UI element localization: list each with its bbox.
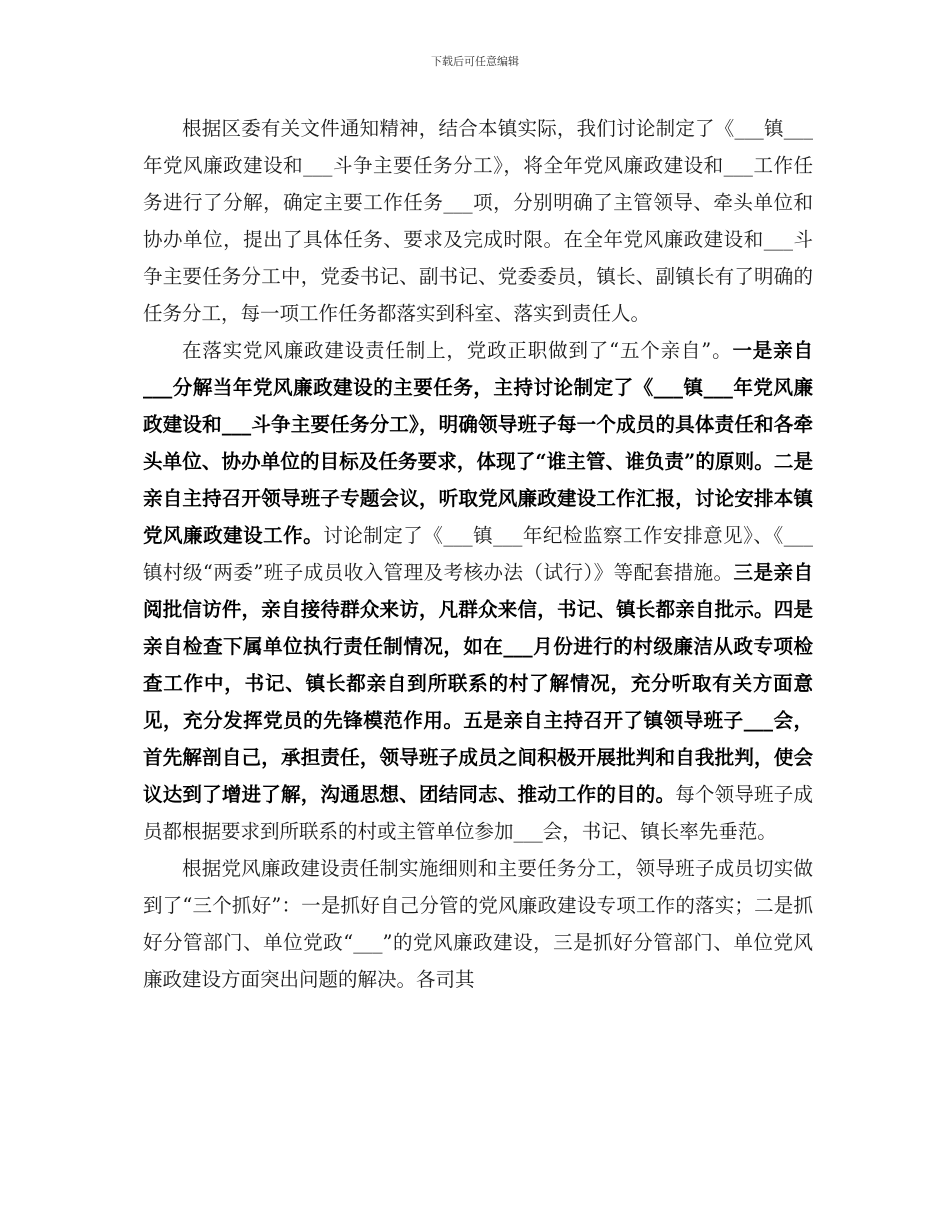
paragraph-3 xyxy=(143,850,813,998)
paragraph-2-plain-1: 讨论制定了《___镇___年纪检监察工作安排意见》、《___镇村级“两委”班子成员收入管理及考核办法（试行）》等配套措施。 xyxy=(143,524,813,584)
paragraph-2-bold-2: 三是亲自阅批信访件，亲自接待群众来访，凡群众来信，书记、镇长都亲自批示。四是亲自检查下属单位执行责任制情况，如在___月份进行的村级廉洁从政专项检查工作中，书记、镇长都亲自到所联系的村了解情况，充分听取有关方面意见，充分发挥党员的先锋模范作用。五是亲自主持召开了镇领导班子___会，首先解剖自己，承担责任，领导班子成员之间积极开展批判和自我批判，使会议达到了增进了解，沟通思想、团结同志、推动工作的目的。 xyxy=(143,561,813,806)
paragraph-2 xyxy=(143,332,813,850)
document-body xyxy=(143,110,813,998)
paragraph-1 xyxy=(143,110,813,332)
paragraph-1-text: 根据区委有关文件通知精神，结合本镇实际，我们讨论制定了《___镇___年党风廉政建设和___斗争主要任务分工》，将全年党风廉政建设和___工作任务进行了分解，确定主要工作任务___项，分别明确了主管领导、牵头单位和协办单位，提出了具体任务、要求及完成时限。在全年党风廉政建设和___斗争主要任务分工中，党委书记、副书记、党委委员，镇长、副镇长有了明确的任务分工，每一项工作任务都落实到科室、落实到责任人。 xyxy=(143,117,813,325)
paragraph-3-text: 根据党风廉政建设责任制实施细则和主要任务分工，领导班子成员切实做到了“三个抓好”：一是抓好自己分管的党风廉政建设专项工作的落实；二是抓好分管部门、单位党政“___”的党风廉政建设，三是抓好分管部门、单位党风廉政建设方面突出问题的解决。各司其 xyxy=(143,857,813,991)
paragraph-2-intro: 在落实党风廉政建设责任制上，党政正职做到了“五个亲自”。 xyxy=(182,339,733,362)
paragraph-2-plain-2: 每个领导班子成员都根据要求到所联系的村或主管单位参加___会，书记、镇长率先垂范。 xyxy=(143,783,813,843)
page-header: 下载后可任意编辑 xyxy=(431,55,519,68)
paragraph-2-bold-1: 一是亲自___分解当年党风廉政建设的主要任务，主持讨论制定了《___镇___年党风廉政建设和___斗争主要任务分工》，明确领导班子每一个成员的具体责任和各牵头单位、协办单位的目标及任务要求，体现了“谁主管、谁负责”的原则。二是亲自主持召开领导班子专题会议，听取党风廉政建设工作汇报，讨论安排本镇党风廉政建设工作。 xyxy=(143,339,813,547)
